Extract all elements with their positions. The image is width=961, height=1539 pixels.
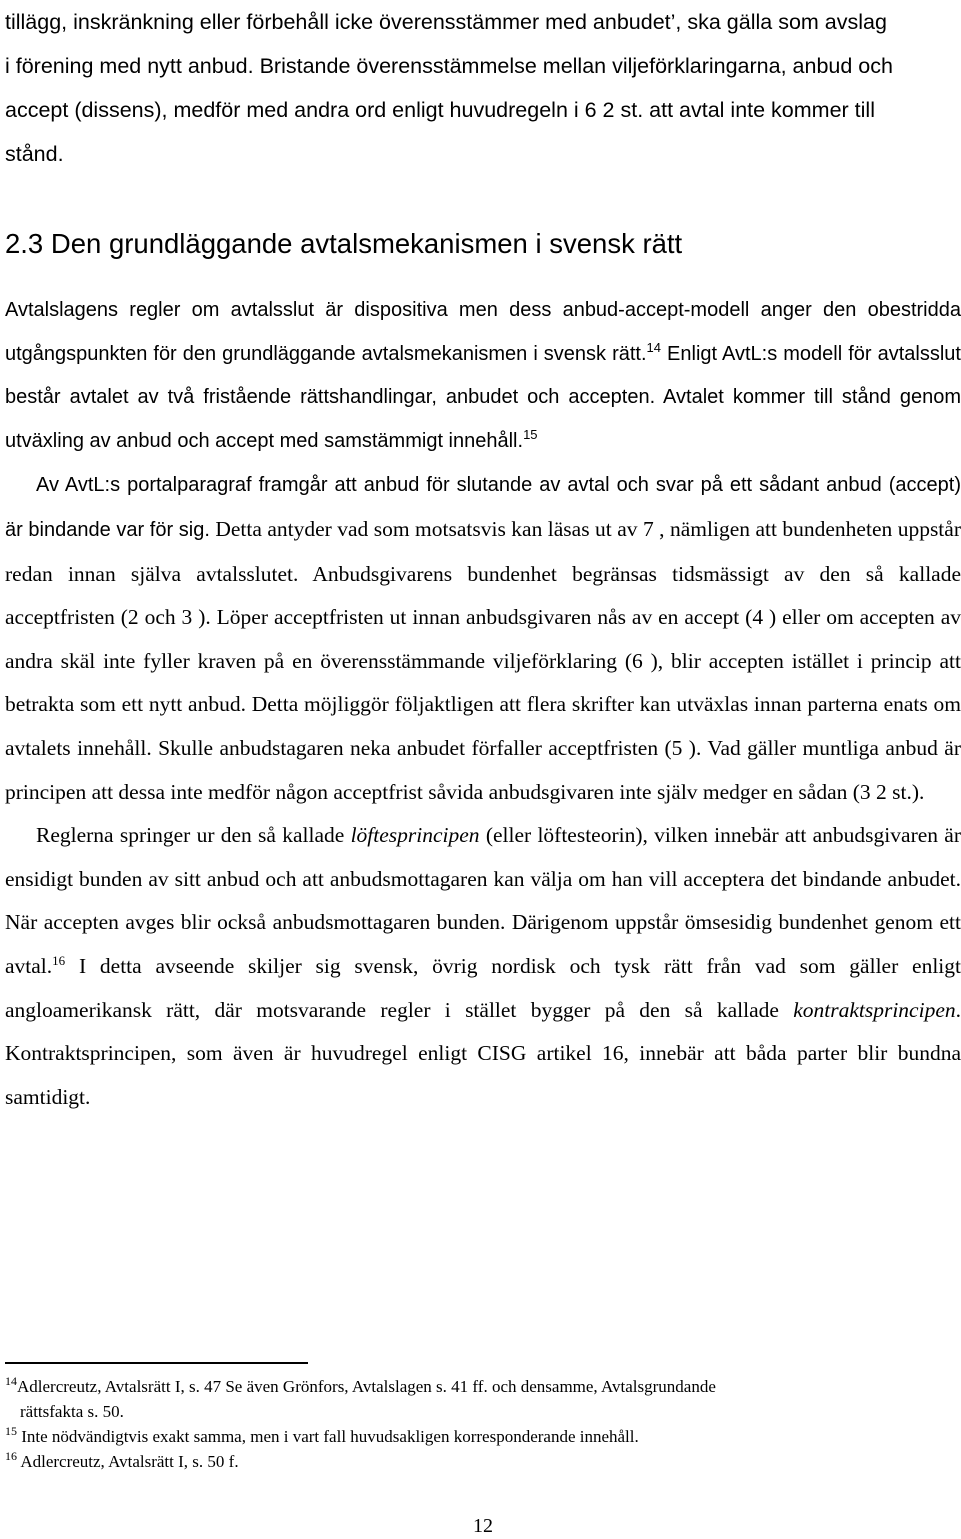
paragraph-3-text-b: (eller löftesteorin), vilken innebär att anbudsgivaren är ensidigt bunden av sitt anbud och att anbudsmottagaren kan välja om han vill acceptera det bindande anbudet. När accepten avges blir också anbudsmottagaren bunden. Därigenom uppstår ömsesidig bundenhet genom ett avtal. [5,823,961,978]
footnote-ref-14[interactable]: 14 [646,339,662,355]
footnote-number-14: 14 [5,1374,17,1388]
paragraph-3-italic-term-2: kontraktsprincipen [793,997,956,1022]
footnote-number-16: 16 [5,1449,17,1463]
paragraph-3-italic-term-1: löftesprincipen [350,823,480,848]
paragraph-3-text-c: I detta avseende skiljer sig svensk, övrig nordisk och tysk rätt från vad som gäller enligt angloamerikansk rätt, där motsvarande regler i stället bygger på den så kallade [5,953,961,1022]
footnote-14-line-2: rättsfakta s. 50. [20,1402,124,1421]
intro-line-4: stånd. [5,142,64,166]
paragraph-1-text-b: Enligt AvtL:s modell för avtalsslut består avtalet av två fristående rättshandlingar, anbudet och accepten. Avtalet kommer till stånd genom utväxling av anbud och accept med samstämmigt innehåll. [5,342,961,452]
footnote-15 [5,1424,961,1449]
paragraph-2-serif-part: Detta antyder vad som motsatsvis kan läsas ut av 7 , nämligen att bundenheten uppstår redan innan själva avtalsslutet. Anbudsgivarens bundenhet begränsas tidsmässigt av den så kallade acceptfristen (2 och 3 ). Löper acceptfristen ut innan anbudsgivaren nås av en accept (4 ) eller om accepten av andra skäl inte fyller kraven på en överensstämmande viljeförklaring (6 ), blir accepten istället i princip att betrakta som ett nytt anbud. Detta möjliggör följaktligen att flera skrifter kan utväxlas innan parterna enats om avtalets innehåll. Skulle anbudstagaren neka anbudet förfaller acceptfristen (5 ). Vad gäller muntliga anbud är principen att dessa inte medför någon acceptfrist såvida anbudsgivaren inte själv medger en sådan (3 2 st.). [5,516,961,804]
page-number: 12 [473,1515,493,1537]
footnote-14 [5,1374,961,1424]
paragraph-2 [5,463,961,814]
footnote-15-text: Inte nödvändigtvis exakt samma, men i vart fall huvudsakligen korresponderande innehåll. [21,1427,639,1446]
footnote-separator [5,1362,308,1364]
paragraph-3-text-a: Reglerna springer ur den så kallade [36,823,351,848]
footnote-number-15: 15 [5,1424,17,1438]
section-body [5,289,961,1119]
footnote-ref-16[interactable]: 16 [52,952,66,968]
intro-paragraph [5,0,961,176]
paragraph-2-sans-part: Av AvtL:s portalparagraf framgår att anbud för slutande av avtal och svar på ett sådant anbud (accept) är bindande var för sig. [5,474,961,541]
intro-line-2: i förening med nytt anbud. Bristande överensstämmelse mellan viljeförklaringarna, anbud och [5,54,893,78]
footnotes [5,1374,961,1474]
footnote-ref-15[interactable]: 15 [523,426,538,442]
footnote-14-line-1: Adlercreutz, Avtalsrätt I, s. 47 Se även Grönfors, Avtalslagen s. 41 ff. och densamme, Avtalsgrundande [17,1377,716,1396]
footnote-16-text: Adlercreutz, Avtalsrätt I, s. 50 f. [20,1452,239,1471]
footnote-16 [5,1449,961,1474]
section-heading: 2.3 Den grundläggande avtalsmekanismen i svensk rätt [5,228,683,259]
paragraph-1-text-a: Avtalslagens regler om avtalsslut är dispositiva men dess anbud-accept-modell anger den obestridda utgångspunkten för den grundläggande avtalsmekanismen i svensk rätt. [5,299,961,365]
intro-line-3: accept (dissens), medför med andra ord enligt huvudregeln i 6 2 st. att avtal inte kommer till [5,98,875,122]
intro-line-1: tillägg, inskränkning eller förbehåll icke överensstämmer med anbudet’, ska gälla som avslag [5,10,887,34]
paragraph-3 [5,814,961,1119]
paragraph-1 [5,289,961,463]
paragraph-3-text-d: . Kontraktsprincipen, som även är huvudregel enligt CISG artikel 16, innebär att båda parter blir bundna samtidigt. [5,997,961,1109]
